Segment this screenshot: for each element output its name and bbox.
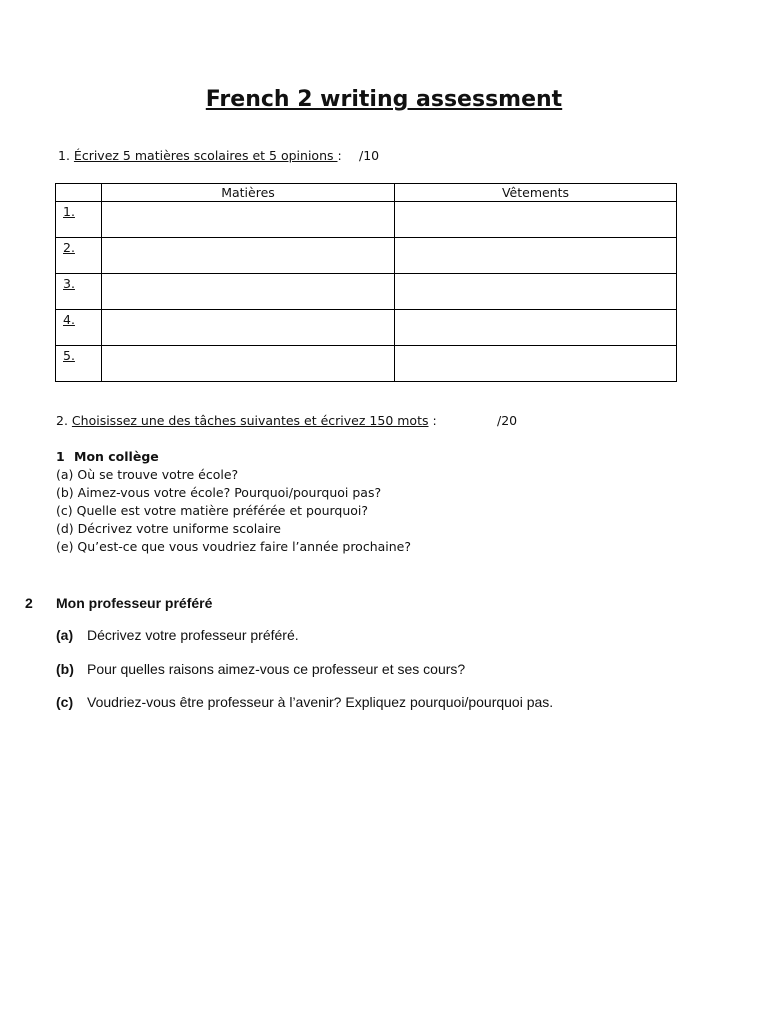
question-2-number: 2. xyxy=(56,413,68,428)
question-1-text: Écrivez 5 matières scolaires et 5 opinions xyxy=(73,148,338,163)
matieres-cell[interactable] xyxy=(102,346,395,382)
answer-table xyxy=(55,183,677,382)
task-2-item-b xyxy=(56,661,465,677)
task-1-number: 1 xyxy=(56,449,65,464)
table-row xyxy=(56,202,677,238)
matieres-cell[interactable] xyxy=(102,202,395,238)
vetements-cell[interactable] xyxy=(395,238,677,274)
table-header-row xyxy=(56,184,677,202)
task-2-item-text: Pour quelles raisons aimez-vous ce professeur et ses cours? xyxy=(87,661,466,677)
question-2-colon: : xyxy=(428,413,437,428)
task-2-item-label: (a) xyxy=(56,627,74,643)
task-1-item-c: (c) Quelle est votre matière préférée et pourquoi? xyxy=(56,503,369,518)
vetements-cell[interactable] xyxy=(395,310,677,346)
task-2-title: Mon professeur préféré xyxy=(56,595,213,611)
task-2-item-a xyxy=(56,627,299,643)
task-1-item-e: (e) Qu’est-ce que vous voudriez faire l’année prochaine? xyxy=(56,539,412,554)
row-number: 1. xyxy=(56,202,102,238)
task-2-item-c xyxy=(56,694,553,710)
task-1 xyxy=(56,448,411,556)
task-2-item-text: Décrivez votre professeur préféré. xyxy=(87,627,299,643)
task-2-item-text: Voudriez-vous être professeur à l’avenir? Expliquez pourquoi/pourquoi pas. xyxy=(87,694,554,710)
row-number: 2. xyxy=(56,238,102,274)
vetements-cell[interactable] xyxy=(395,346,677,382)
table-row xyxy=(56,310,677,346)
question-1-colon: : xyxy=(337,148,342,163)
vetements-cell[interactable] xyxy=(395,202,677,238)
page-title: French 2 writing assessment xyxy=(205,87,563,112)
task-1-item-d: (d) Décrivez votre uniforme scolaire xyxy=(56,521,281,536)
question-1-prompt xyxy=(58,148,342,163)
row-number: 4. xyxy=(56,310,102,346)
table-row xyxy=(56,238,677,274)
task-2-item-label: (c) xyxy=(56,694,74,710)
question-1-score: /10 xyxy=(359,148,380,163)
vetements-cell[interactable] xyxy=(395,274,677,310)
row-number: 5. xyxy=(56,346,102,382)
table-header-number xyxy=(56,184,102,202)
table-header-matieres: Matières xyxy=(102,184,395,202)
table-row xyxy=(56,346,677,382)
table-header-vetements: Vêtements xyxy=(395,184,677,202)
question-2-prompt xyxy=(56,413,437,428)
task-1-heading xyxy=(56,448,411,466)
task-1-item-a: (a) Où se trouve votre école? xyxy=(56,467,239,482)
task-2-number: 2 xyxy=(25,595,33,611)
row-number: 3. xyxy=(56,274,102,310)
matieres-cell[interactable] xyxy=(102,310,395,346)
matieres-cell[interactable] xyxy=(102,274,395,310)
table-row xyxy=(56,274,677,310)
question-1-number: 1. xyxy=(58,148,70,163)
task-1-title: Mon collège xyxy=(74,449,159,464)
matieres-cell[interactable] xyxy=(102,238,395,274)
question-2-score: /20 xyxy=(497,413,518,428)
task-1-item-b: (b) Aimez-vous votre école? Pourquoi/pourquoi pas? xyxy=(56,485,382,500)
task-2-item-label: (b) xyxy=(56,661,74,677)
question-2-text: Choisissez une des tâches suivantes et écrivez 150 mots xyxy=(71,413,429,428)
